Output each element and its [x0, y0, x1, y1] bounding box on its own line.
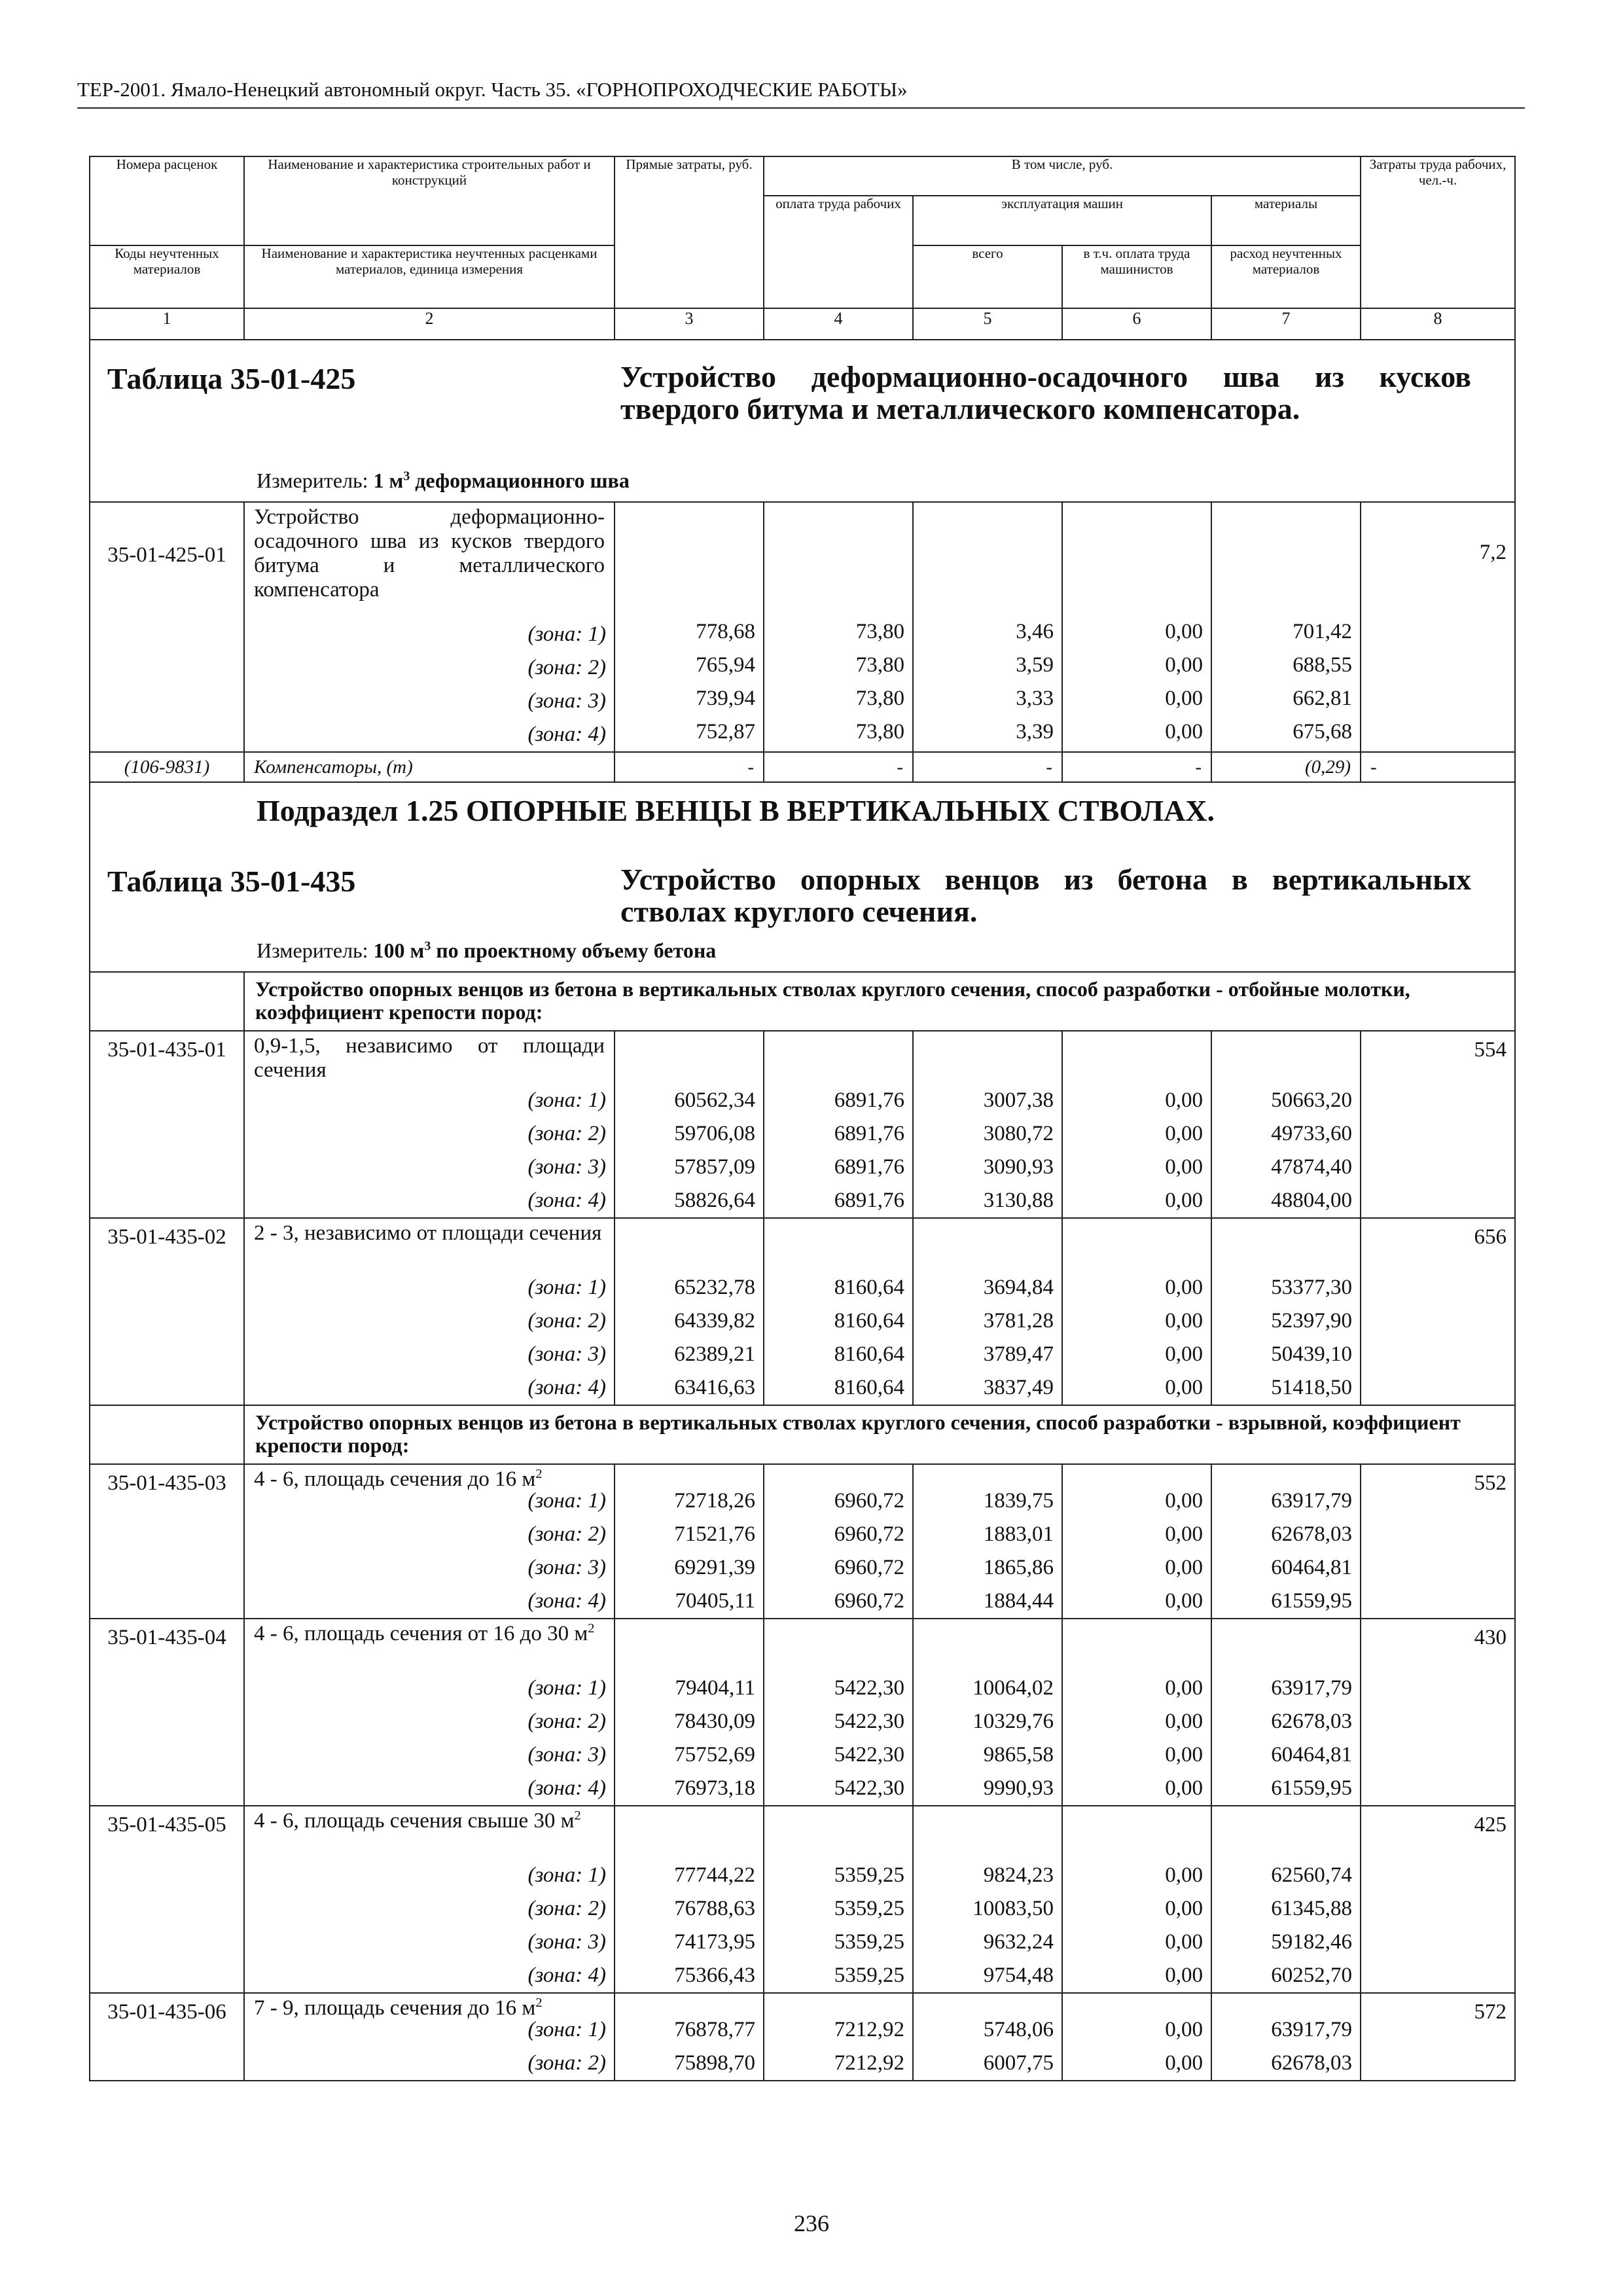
spacer-cell: [90, 972, 244, 1031]
materials-cost: [1211, 1464, 1361, 1619]
zone-label: (зона: 4): [527, 1189, 606, 1212]
machines-total-value: 3781,28: [983, 1309, 1054, 1333]
machines-total-value: 9632,24: [983, 1930, 1054, 1954]
operators-wages-value: 0,00: [1165, 1489, 1203, 1513]
machines-total: [913, 1993, 1062, 2081]
col1-header-top: Номера расценок: [90, 156, 244, 245]
table-label: Таблица 35-01-435: [107, 865, 356, 898]
rate-name: [245, 1619, 614, 1672]
operators-wages-value: 0,00: [1165, 1676, 1203, 1700]
materials-cost-value: 59182,46: [1271, 1930, 1353, 1954]
table-435-heading: [90, 782, 1515, 972]
wages-value: 5422,30: [834, 1676, 904, 1700]
materials-cost-value: 60464,81: [1271, 1743, 1353, 1767]
machines-total-value: 1883,01: [983, 1522, 1054, 1546]
machines-total-value: 3080,72: [983, 1122, 1054, 1145]
wages: [764, 1464, 913, 1619]
operators-wages-value: 0,00: [1165, 1897, 1203, 1920]
operators-wages-value: 0,00: [1165, 2051, 1203, 2075]
machines-total-value: 9824,23: [983, 1863, 1054, 1887]
materials-cost-value: 61559,95: [1271, 1776, 1353, 1800]
machines-total-value: 5748,06: [983, 2018, 1054, 2041]
col-number: 3: [615, 308, 764, 340]
material-c5: -: [913, 752, 1062, 782]
rate-name: [245, 1465, 614, 1491]
materials-cost-value: 50439,10: [1271, 1342, 1353, 1366]
page-number: 236: [794, 2210, 829, 2236]
wages: [764, 1806, 913, 1993]
operators-wages-value: 0,00: [1165, 1930, 1203, 1954]
measure-unit: Измеритель: 100 $м^3$ по проектному объему бетона: [257, 939, 717, 962]
rate-code: 35-01-435-05: [90, 1806, 244, 1993]
materials-cost-value: 61559,95: [1271, 1589, 1353, 1613]
col8-header: Затраты труда рабочих, чел.-ч.: [1361, 156, 1515, 308]
wages-value: 6960,72: [834, 1489, 904, 1513]
rate-code: 35-01-435-02: [90, 1218, 244, 1405]
wages-value: 8160,64: [834, 1309, 904, 1333]
col-number: 2: [244, 308, 615, 340]
direct-costs-value: 76788,63: [674, 1897, 755, 1920]
direct-costs: [615, 1218, 764, 1405]
rate-code: 35-01-435-04: [90, 1619, 244, 1806]
wages-value: 5359,25: [834, 1863, 904, 1887]
zone-label: (зона: 4): [527, 1376, 606, 1399]
machines-total-value: 1884,44: [983, 1589, 1054, 1613]
direct-costs: 778,68 765,94 739,94 752,87: [615, 502, 764, 752]
machines-total-value: 9754,48: [983, 1964, 1054, 1987]
materials-cost: [1211, 1806, 1361, 1993]
material-name: Компенсаторы, (т): [244, 752, 615, 782]
machines-total: 3,46 3,59 3,33 3,39: [913, 502, 1062, 752]
wages-value: 8160,64: [834, 1342, 904, 1366]
materials-cost-value: 62678,03: [1271, 1522, 1353, 1546]
direct-costs-value: 74173,95: [674, 1930, 755, 1954]
direct-costs-value: 72718,26: [674, 1489, 755, 1513]
materials-cost-value: 60252,70: [1271, 1964, 1353, 1987]
materials-cost-value: 60464,81: [1271, 1556, 1353, 1579]
wages-value: 6891,76: [834, 1122, 904, 1145]
direct-costs-value: 60562,34: [674, 1088, 755, 1112]
rate-code: 35-01-435-03: [90, 1464, 244, 1619]
machines-total-value: 1839,75: [983, 1489, 1054, 1513]
direct-costs: [615, 1993, 764, 2081]
zone-label: (зона: 3): [527, 1556, 606, 1579]
direct-costs-value: 57857,09: [674, 1155, 755, 1179]
materials-cost: 701,42 688,55 662,81 675,68: [1211, 502, 1361, 752]
operators-wages-value: 0,00: [1165, 1522, 1203, 1546]
materials-cost-value: 52397,90: [1271, 1309, 1353, 1333]
rate-row: [90, 1218, 1515, 1405]
operators-wages-value: 0,00: [1165, 1276, 1203, 1299]
labor-costs: 572: [1361, 1993, 1515, 2081]
zone-label: (зона: 3): [527, 1342, 606, 1366]
material-code: (106-9831): [90, 752, 244, 782]
materials-cost: [1211, 1993, 1361, 2081]
wages-value: 6960,72: [834, 1522, 904, 1546]
zone-label: (зона: 1): [527, 622, 606, 646]
page-header: ТЕР-2001. Ямало-Ненецкий автономный округ. Часть 35. «ГОРНОПРОХОДЧЕСКИЕ РАБОТЫ»: [77, 73, 1525, 109]
labor-costs: 552: [1361, 1464, 1515, 1619]
machines-total-value: 3090,93: [983, 1155, 1054, 1179]
rate-name-sup: 2: [535, 1467, 543, 1481]
materials-cost: [1211, 1218, 1361, 1405]
machines-total-value: 3837,49: [983, 1376, 1054, 1399]
zone-label: (зона: 3): [527, 1155, 606, 1179]
zone-label: (зона: 4): [527, 1964, 606, 1987]
direct-costs: [615, 1031, 764, 1218]
rate-name: [245, 1994, 614, 2020]
direct-costs-value: 65232,78: [674, 1276, 755, 1299]
zone-label: (зона: 1): [527, 2018, 606, 2041]
direct-costs-value: 79404,11: [675, 1676, 755, 1700]
wages-value: 8160,64: [834, 1276, 904, 1299]
table-label: Таблица 35-01-425: [107, 362, 356, 395]
material-consumption: (0,29): [1211, 752, 1361, 782]
rate-row: [90, 1464, 1515, 1619]
zone-label: (зона: 1): [527, 1863, 606, 1887]
wages: [764, 1031, 913, 1218]
col2-header-top: Наименование и характеристика строительных работ и конструкций: [244, 156, 615, 245]
col-number: 6: [1062, 308, 1211, 340]
zone-label: (зона: 2): [527, 1897, 606, 1920]
materials-cost-value: 62678,03: [1271, 1710, 1353, 1733]
rate-name-cell: [244, 1031, 615, 1218]
labor-costs: 430: [1361, 1619, 1515, 1806]
direct-costs-value: 59706,08: [674, 1122, 755, 1145]
wages-value: 6960,72: [834, 1556, 904, 1579]
operators-wages: 0,00 0,00 0,00 0,00: [1062, 502, 1211, 752]
direct-costs-value: 78430,09: [674, 1710, 755, 1733]
zone-label: (зона: 2): [527, 1309, 606, 1333]
col7-header: расход неучтенных материалов: [1211, 245, 1361, 308]
machines-total-value: 1865,86: [983, 1556, 1054, 1579]
method-heading: Устройство опорных венцов из бетона в вертикальных стволах круглого сечения, способ разработки - отбойные молотки, коэффициент крепости пород:: [244, 972, 1515, 1031]
operators-wages-value: 0,00: [1165, 1776, 1203, 1800]
measure-unit: Измеритель: 1 $м^3$ деформационного шва: [257, 469, 630, 492]
zone-label: (зона: 3): [527, 1930, 606, 1954]
col-number: 7: [1211, 308, 1361, 340]
rate-name: [245, 1219, 614, 1271]
operators-wages: [1062, 1993, 1211, 2081]
direct-costs-value: 75366,43: [674, 1964, 755, 1987]
wages-value: 6891,76: [834, 1155, 904, 1179]
machines-total-value: 9990,93: [983, 1776, 1054, 1800]
wages-value: 7212,92: [834, 2018, 904, 2041]
zone-label: (зона: 2): [527, 1522, 606, 1546]
direct-costs: [615, 1619, 764, 1806]
zone-label: (зона: 1): [527, 1489, 606, 1513]
operators-wages-value: 0,00: [1165, 1155, 1203, 1179]
material-c3: -: [615, 752, 764, 782]
machines-header: эксплуатация машин: [913, 196, 1211, 245]
materials-cost-value: 61345,88: [1271, 1897, 1353, 1920]
material-c8: -: [1361, 752, 1515, 782]
zone-label: (зона: 1): [527, 1088, 606, 1112]
machines-total-value: 10329,76: [972, 1710, 1054, 1733]
labor-costs: 425: [1361, 1806, 1515, 1993]
wages: [764, 1218, 913, 1405]
machines-total-value: 3789,47: [983, 1342, 1054, 1366]
col3-header: Прямые затраты, руб.: [615, 156, 764, 308]
rate-name-sup: 2: [574, 1808, 581, 1823]
wages-value: 8160,64: [834, 1376, 904, 1399]
table-425-heading: [90, 340, 1515, 502]
col4-header: оплата труда рабочих: [764, 196, 913, 308]
operators-wages-value: 0,00: [1165, 1122, 1203, 1145]
materials-cost: [1211, 1619, 1361, 1806]
direct-costs-value: 75752,69: [674, 1743, 755, 1767]
zone-label: (зона: 2): [527, 656, 606, 679]
direct-costs-value: 63416,63: [674, 1376, 755, 1399]
machines-total: [913, 1464, 1062, 1619]
rate-name-sup: 2: [535, 1996, 543, 2010]
operators-wages: [1062, 1619, 1211, 1806]
machines-total-value: 9865,58: [983, 1743, 1054, 1767]
machines-total: [913, 1218, 1062, 1405]
machines-total-value: 10064,02: [972, 1676, 1054, 1700]
rate-name-cell: [244, 1218, 615, 1405]
zone-label: (зона: 1): [527, 1276, 606, 1299]
materials-cost-value: 50663,20: [1271, 1088, 1353, 1112]
operators-wages: [1062, 1806, 1211, 1993]
rate-name-text: 4 - 6, площадь сечения до 16 м: [254, 1467, 536, 1491]
direct-costs-value: 62389,21: [674, 1342, 755, 1366]
zone-label: (зона: 4): [527, 1776, 606, 1800]
rate-name-text: 4 - 6, площадь сечения от 16 до 30 м: [254, 1622, 588, 1645]
wages: 73,80 73,80 73,80 73,80: [764, 502, 913, 752]
direct-costs-value: 71521,76: [674, 1522, 755, 1546]
machines-total-value: 10083,50: [972, 1897, 1054, 1920]
rate-row: [90, 1619, 1515, 1806]
col1-header-bottom: Коды неучтенных материалов: [90, 245, 244, 308]
rate-name-text: 7 - 9, площадь сечения до 16 м: [254, 1996, 536, 2020]
col-number: 1: [90, 308, 244, 340]
col2-header-bottom: Наименование и характеристика неучтенных расценками материалов, единица измерения: [244, 245, 615, 308]
wages-value: 5359,25: [834, 1964, 904, 1987]
rate-code: 35-01-435-06: [90, 1993, 244, 2081]
materials-cost-value: 49733,60: [1271, 1122, 1353, 1145]
operators-wages: [1062, 1218, 1211, 1405]
material-c6: -: [1062, 752, 1211, 782]
direct-costs-value: 70405,11: [675, 1589, 755, 1613]
operators-wages-value: 0,00: [1165, 1342, 1203, 1366]
col5-header: всего: [913, 245, 1062, 308]
operators-wages-value: 0,00: [1165, 1964, 1203, 1987]
operators-wages-value: 0,00: [1165, 1710, 1203, 1733]
labor-costs: 656: [1361, 1218, 1515, 1405]
col-number: 5: [913, 308, 1062, 340]
operators-wages-value: 0,00: [1165, 1556, 1203, 1579]
rate-name-text: 2 - 3, независимо от площади сечения: [254, 1221, 602, 1245]
col-number: 8: [1361, 308, 1515, 340]
rate-name: Устройство деформационно-осадочного шва из кусков твердого битума и металлического компенсатора: [254, 505, 605, 601]
wages-value: 5359,25: [834, 1930, 904, 1954]
rate-row: [90, 1993, 1515, 2081]
rates-table: [89, 156, 1516, 2081]
rate-name-cell: [244, 1993, 615, 2081]
wages-value: 5422,30: [834, 1776, 904, 1800]
zone-label: (зона: 4): [527, 1589, 606, 1613]
machines-total: [913, 1031, 1062, 1218]
rate-name: [245, 1806, 614, 1859]
method-heading: Устройство опорных венцов из бетона в вертикальных стволах круглого сечения, способ разработки - взрывной, коэффициент крепости пород:: [244, 1405, 1515, 1464]
operators-wages-value: 0,00: [1165, 1863, 1203, 1887]
zone-label: (зона: 3): [527, 1743, 606, 1767]
rate-code: 35-01-435-01: [90, 1031, 244, 1218]
machines-total: [913, 1806, 1062, 1993]
wages-value: 6960,72: [834, 1589, 904, 1613]
col-number: 4: [764, 308, 913, 340]
rate-name-cell: [244, 502, 615, 752]
direct-costs-value: 75898,70: [674, 2051, 755, 2075]
direct-costs-value: 77744,22: [674, 1863, 755, 1887]
operators-wages-value: 0,00: [1165, 2018, 1203, 2041]
rate-name-text: 0,9-1,5, независимо от площади сечения: [254, 1034, 605, 1082]
direct-costs: [615, 1464, 764, 1619]
zone-label: (зона: 2): [527, 1122, 606, 1145]
wages-value: 7212,92: [834, 2051, 904, 2075]
materials-cost: [1211, 1031, 1361, 1218]
rate-code: 35-01-425-01: [90, 502, 244, 752]
operators-wages-value: 0,00: [1165, 1376, 1203, 1399]
direct-costs-value: 69291,39: [674, 1556, 755, 1579]
table-title: Устройство деформационно-осадочного шва из кусков твердого битума и металлического компенсатора.: [620, 360, 1471, 425]
wages: [764, 1619, 913, 1806]
materials-header: материалы: [1211, 196, 1361, 245]
machines-total-value: 3130,88: [983, 1189, 1054, 1212]
materials-cost-value: 63917,79: [1271, 1676, 1353, 1700]
zone-label: (зона: 3): [527, 689, 606, 713]
wages-value: 5422,30: [834, 1743, 904, 1767]
zone-label: (зона: 1): [527, 1676, 606, 1700]
operators-wages: [1062, 1031, 1211, 1218]
col6-header: в т.ч. оплата труда машинистов: [1062, 245, 1211, 308]
wages-value: 5359,25: [834, 1897, 904, 1920]
zone-label: (зона: 4): [527, 723, 606, 746]
rate-row: [90, 1031, 1515, 1218]
materials-cost-value: 53377,30: [1271, 1276, 1353, 1299]
wages-value: 6891,76: [834, 1088, 904, 1112]
machines-total-value: 3007,38: [983, 1088, 1054, 1112]
rate-name: [245, 1031, 614, 1084]
rate-row: [90, 1806, 1515, 1993]
operators-wages-value: 0,00: [1165, 1309, 1203, 1333]
direct-costs-value: 76973,18: [674, 1776, 755, 1800]
material-c4: -: [764, 752, 913, 782]
machines-total: [913, 1619, 1062, 1806]
materials-cost-value: 51418,50: [1271, 1376, 1353, 1399]
zone-label: (зона: 2): [527, 1710, 606, 1733]
rate-name-cell: [244, 1619, 615, 1806]
included-header: В том числе, руб.: [764, 156, 1361, 196]
rate-name-cell: [244, 1806, 615, 1993]
spacer-cell: [90, 1405, 244, 1464]
direct-costs-value: 76878,77: [674, 2018, 755, 2041]
operators-wages-value: 0,00: [1165, 1589, 1203, 1613]
materials-cost-value: 63917,79: [1271, 2018, 1353, 2041]
operators-wages-value: 0,00: [1165, 1189, 1203, 1212]
direct-costs-value: 64339,82: [674, 1309, 755, 1333]
materials-cost-value: 47874,40: [1271, 1155, 1353, 1179]
operators-wages-value: 0,00: [1165, 1088, 1203, 1112]
direct-costs-value: 58826,64: [674, 1189, 755, 1212]
machines-total-value: 3694,84: [983, 1276, 1054, 1299]
direct-costs: [615, 1806, 764, 1993]
rate-name-sup: 2: [588, 1621, 595, 1636]
table-title: Устройство опорных венцов из бетона в вертикальных стволах круглого сечения.: [620, 863, 1471, 928]
materials-cost-value: 62560,74: [1271, 1863, 1353, 1887]
labor-costs: 7,2: [1361, 502, 1515, 752]
materials-cost-value: 48804,00: [1271, 1189, 1353, 1212]
rate-name-cell: [244, 1464, 615, 1619]
operators-wages-value: 0,00: [1165, 1743, 1203, 1767]
machines-total-value: 6007,75: [983, 2051, 1054, 2075]
zone-label: (зона: 2): [527, 2051, 606, 2075]
rate-name-text: 4 - 6, площадь сечения свыше 30 м: [254, 1809, 575, 1833]
wages: [764, 1993, 913, 2081]
materials-cost-value: 62678,03: [1271, 2051, 1353, 2075]
labor-costs: 554: [1361, 1031, 1515, 1218]
materials-cost-value: 63917,79: [1271, 1489, 1353, 1513]
wages-value: 6891,76: [834, 1189, 904, 1212]
subsection-title: Подраздел 1.25 ОПОРНЫЕ ВЕНЦЫ В ВЕРТИКАЛЬНЫХ СТВОЛАХ.: [257, 794, 1215, 827]
wages-value: 5422,30: [834, 1710, 904, 1733]
operators-wages: [1062, 1464, 1211, 1619]
